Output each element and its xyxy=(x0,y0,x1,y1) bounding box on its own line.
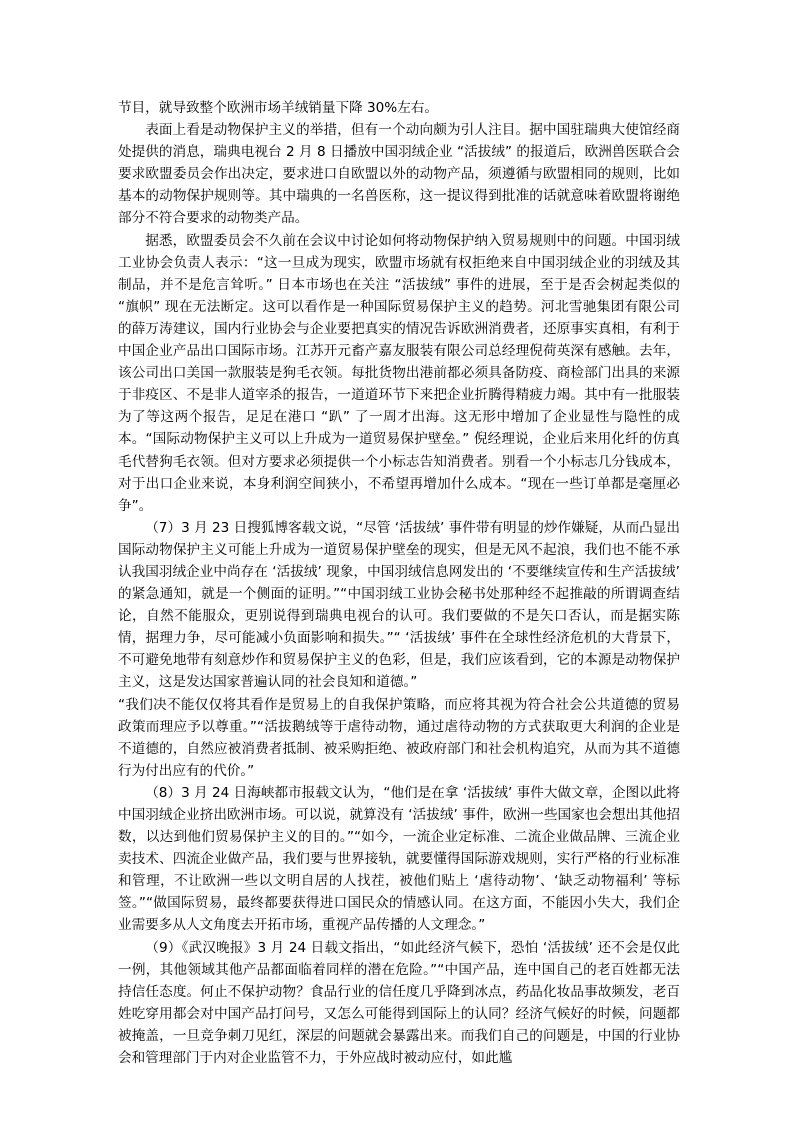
paragraph-item-9: （9）《武汉晚报》3 月 24 日载文指出，“如此经济气候下，恐怕 ‘活拔绒’ 还不会是仅此一例，其他领域其他产品都面临着同样的潜在危险。”“中国产品，连中国自己的老百姓都无法持信任态度。何止不保护动物？食品行业的信任度几乎降到冰点，药品化妆品事故频发，老百姓吃穿用都会对中国产品打问号，又怎么可能得到国际上的认同？经济气候好的时候，问题都被掩盖，一旦竞争刺刀见红，深层的问题就会暴露出来。而我们自己的问题是，中国的行业协会和管理部门于内对企业监管不力，于外应战时被动应付，如此尴 xyxy=(118,939,680,1067)
document-page xyxy=(118,97,680,1069)
paragraph-eu-vet-proposal: 表面上看是动物保护主义的举措，但有一个动向颇为引人注目。据中国驻瑞典大使馆经商处提供的消息，瑞典电视台 2 月 8 日播放中国羽绒企业 “活拔绒” 的报道后，欧洲兽医联合会要求欧盟委员会作出决定，要求进口自欧盟以外的动物产品，须遵循与欧盟相同的规则，比如基本的动物保护规则等。其中瑞典的一名兽医称，这一提议得到批准的话就意味着欧盟将谢绝部分不符合要求的动物类产品。 xyxy=(118,122,680,227)
paragraph-eu-commission: 据悉，欧盟委员会不久前在会议中讨论如何将动物保护纳入贸易规则中的问题。中国羽绒工业协会负责人表示：“这一旦成为现实，欧盟市场就有权拒绝来自中国羽绒企业的羽绒及其制品，并不是危言耸听。” 日本市场也在关注 “活拔绒” 事件的进展，至于是否会树起类似的 “旗帜” 现在无法断定。这可以看作是一种国际贸易保护主义的趋势。河北雪驰集团有限公司的薛万涛建议，国内行业协会与企业要把真实的情况告诉欧洲消费者，还原事实真相，有利于中国企业产品出口国际市场。江苏开元畜产嘉友服装有限公司总经理倪荷英深有感触。去年，该公司出口美国一款服装是狗毛衣领。每批货物出港前都必须具备防疫、商检部门出具的来源于非疫区、不是非人道宰杀的报告，一道道环节下来把企业折腾得精疲力竭。其中有一批服装为了等这两个报告，足足在港口 “趴” 了一周才出海。这无形中增加了企业显性与隐性的成本。“国际动物保护主义可以上升成为一道贸易保护壁垒。” 倪经理说，企业后来用化纤的仿真毛代替狗毛衣领。但对方要求必须提供一个小标志告知消费者。别看一个小标志几分钱成本，对于出口企业来说，本身利润空间狭小，不希望再增加什么成本。“现在一些订单都是毫厘必争”。 xyxy=(118,232,680,514)
paragraph-item-7-continued: “我们决不能仅仅将其看作是贸易上的自我保护策略，而应将其视为符合社会公共道德的贸易政策而理应予以尊重。”“活拔鹅绒等于虐待动物，通过虐待动物的方式获取更大利润的企业是不道德的，自然应被消费者抵制、被采购拒绝、被政府部门和社会机构追究，从而为其不道德行为付出应有的代价。” xyxy=(118,696,680,779)
paragraph-item-7: （7）3 月 23 日搜狐博客载文说，“尽管 ‘活拔绒’ 事件带有明显的炒作嫌疑，从而凸显出国际动物保护主义可能上升成为一道贸易保护壁垒的现实，但是无风不起浪，我们也不能不承认我国羽绒企业中尚存在 ‘活拔绒’ 现象，中国羽绒信息网发出的 ‘不要继续宣传和生产活拔绒’ 的紧急通知，就是一个侧面的证明。”“中国羽绒工业协会秘书处那种经不起推敲的所谓调查结论，自然不能服众，更别说得到瑞典电视台的认可。我们要做的不是矢口否认，而是据实陈情，据理力争，尽可能减小负面影响和损失。”“ ‘活拔绒’ 事件在全球性经济危机的大背景下，不可避免地带有刻意炒作和贸易保护主义的色彩，但是，我们应该看到，它的本源是动物保护主义，这是发达国家普遍认同的社会良知和道德。” xyxy=(118,519,680,691)
paragraph-continuation: 节目，就导致整个欧洲市场羊绒销量下降 30%左右。 xyxy=(118,100,439,116)
paragraph-item-8: （8）3 月 24 日海峡都市报载文认为，“他们是在拿 ‘活拔绒’ 事件大做文章，企图以此将中国羽绒企业挤出欧洲市场。可以说，就算没有 ‘活拔绒’ 事件，欧洲一些国家也会想出其他招数，以达到他们贸易保护主义的目的。”“如今，一流企业定标准、二流企业做品牌、三流企业卖技术、四流企业做产品，我们要与世界接轨，就要懂得国际游戏规则，实行严格的行业标准和管理，不让欧洲一些以文明自居的人找茬，被他们贴上 ‘虐待动物’、‘缺乏动物福利’ 等标签。”“做国际贸易，最终都要获得进口国民众的情感认同。在这方面，不能因小失大，我们企业需要多从人文角度去开拓市场，重视产品传播的人文理念。” xyxy=(118,784,680,934)
